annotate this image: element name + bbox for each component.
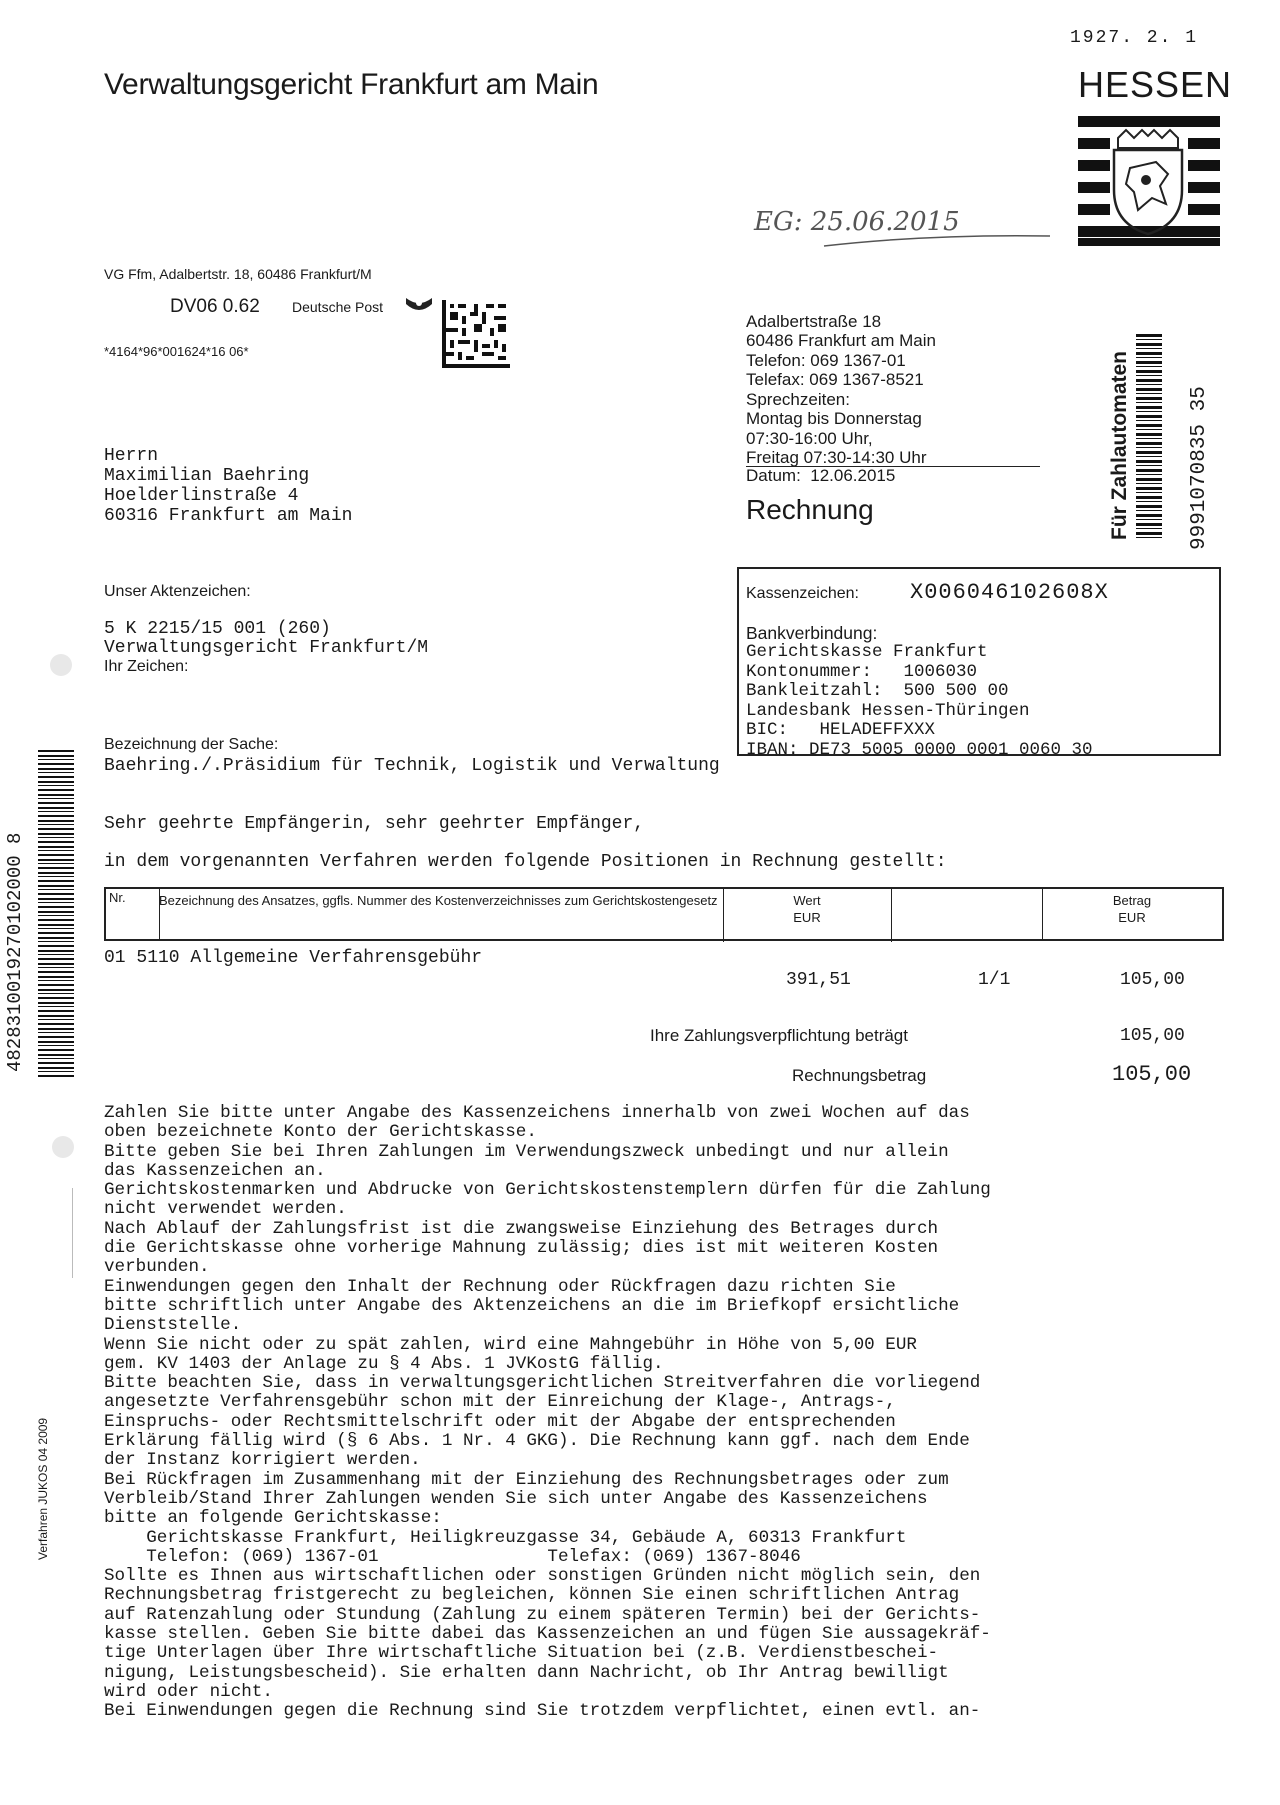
sache-label: Bezeichnung der Sache: [104,736,279,753]
payment-instructions: Zahlen Sie bitte unter Angabe des Kassenzeichens innerhalb von zwei Wochen auf das oben bezeichnete Konto der Gerichtskasse. Bitte geben Sie bei Ihren Zahlungen im Verwendungszweck unbedingt und nur allein das Kassenzeichen an. Gerichtskostenmarken und Abdrucke von Gerichtskostenstemplern dürfen für die Zahlung nicht verwendet werden. Nach Ablauf der Zahlungsfrist ist die zwangsweise Einziehung des Betrages durch die Gerichtskasse ohne vorherige Mahnung zulässig; dies ist mit weiteren Kosten verbunden. Einwendungen gegen den Inhalt der Rechnung oder Rückfragen dazu richten Sie bitte schriftlich unter Angabe des Aktenzeichens an die im Briefkopf ersichtliche Dienststelle. Wenn Sie nicht oder zu spät zahlen, wird eine Mahngebühr in Höhe von 5,00 EUR gem. KV 1403 der Anlage zu § 4 Abs. 1 JVKostG fällig. Bitte beachten Sie, dass in verwaltungsgerichtlichen Streitverfahren die vorliegend angesetzte Verfahrensgebühr schon mit der Einreichung der Klage-, Antrags-, Einspruchs- oder Rechtsmittelschrift oder mit der Abgabe der entsprechenden Erklärung fällig wird (§ 6 Abs. 1 Nr. 4 GKG). Die Rechnung kann ggf. nach dem Ende der Instanz korrigiert werden. Bei Rückfragen im Zusammenhang mit der Einziehung des Rechnungsbetrages oder zum Verbleib/Stand Ihrer Zahlungen wenden Sie sich unter Angabe des Kassenzeichens bitte an folgende Gerichtskasse: Gerichtskasse Frankfurt, Heiligkreuzgasse 34, Gebäude A, 60313 Frankfurt Telefon: (069) 1367-01 Telefax: (069) 1367-8046 Sollte es Ihnen aus wirtschaftlichen oder sonstigen Gründen nicht möglich sein, den Rechnungsbetrag fristgerecht zu begleichen, können Sie einen schriftlichen Antrag auf Ratenzahlung oder Stundung (Zahlung zu einem späteren Termin) bei der Gerichts- kasse stellen. Geben Sie bitte dabei das Kassenzeichen an und fügen Sie aussagekräf- tige Unterlagen über Ihre wirtschaftliche Situation bei (z.B. Verdienstbeschei- nigung, Leistungsbescheid). Sie erhalten dann Nachricht, ob Ihr Antrag bewilligt wird oder nicht. Bei Einwendungen gegen die Rechnung sind Sie trotzdem verpflichtet, einen evtl. an- [104,1103,991,1722]
contact-line: Telefon: 069 1367-01 [746,350,906,370]
svg-text:EG: 25.06.2015: EG: 25.06.2015 [754,207,960,237]
payment-barcode-number: 9991070835 35 [1188,386,1211,550]
contact-line: Montag bis Donnerstag [746,409,922,428]
datum-label: Datum: [746,466,801,485]
document-number: 1927. 2. 1 [1070,28,1199,48]
rechnungsbetrag-value: 105,00 [1112,1062,1192,1087]
intro-text: in dem vorgenannten Verfahren werden folgende Positionen in Rechnung gestellt: [104,852,947,872]
side-barcode-number: 4828310019270102000 8 [4,832,26,1072]
col-faktor [892,889,1043,939]
contact-line: 07:30-16:00 Uhr, [746,428,873,448]
cost-table-header [104,887,1224,941]
col-betrag-label: Betrag [1112,893,1152,908]
recipient-line: Herrn [104,446,159,466]
contact-line: Adalbertstraße 18 [746,311,882,331]
datum-value: 12.06.2015 [810,466,896,485]
postage-id: *4164*96*001624*16 06* [104,344,249,359]
cost-row-description: 01 5110 Allgemeine Verfahrensgebühr [104,948,483,968]
datamatrix-code [442,300,510,368]
kassenzeichen-label: Kassenzeichen: [746,585,859,602]
col-bezeichnung: Bezeichnung des Ansatzes, ggfls. Nummer des Kostenverzeichnisses zum Gerichtskostengesetz [156,889,724,942]
form-id: Verfahren JUKOS 04 2009 [36,1417,50,1560]
zahlungsverpflichtung-label: Ihre Zahlungsverpflichtung beträgt [650,1026,908,1045]
contact-line: Freitag 07:30-14:30 Uhr [746,448,927,467]
bank-line: Bankleitzahl: 500 500 00 [746,681,1009,701]
recipient-line: Hoelderlinstraße 4 [104,486,299,506]
sender-line: VG Ffm, Adalbertstr. 18, 60486 Frankfurt/M [104,266,372,282]
salutation: Sehr geehrte Empfängerin, sehr geehrter Empfänger, [104,814,645,834]
aktenzeichen-label: Unser Aktenzeichen: [104,583,251,600]
payment-automat-label: Für Zahlautomaten [1108,350,1131,540]
recipient-line: Maximilian Baehring [104,466,310,486]
col-wert-unit: EUR [793,910,821,925]
contact-line: 60486 Frankfurt am Main [746,331,936,350]
sache-value: Baehring./.Präsidium für Technik, Logistik und Verwaltung [104,756,720,776]
contact-line: Sprechzeiten: [746,389,850,409]
bank-line: Kontonummer: 1006030 [746,661,978,682]
cost-row-faktor: 1/1 [978,970,1011,990]
col-wert [723,889,892,942]
recipient-address [104,426,352,546]
side-barcode [38,750,74,1080]
punch-hole [52,1136,74,1158]
document-type: Rechnung [746,494,874,525]
postage-code: DV06 0.62 [170,296,260,317]
bank-line: Landesbank Hessen-Thüringen [746,700,1030,721]
recipient-line: 60316 Frankfurt am Main [104,506,353,526]
rechnungsbetrag-label: Rechnungsbetrag [792,1066,927,1085]
bank-details [746,604,1093,780]
col-nr: Nr. [106,889,160,939]
col-wert-label: Wert [793,893,821,908]
court-name: Verwaltungsgericht Frankfurt am Main [104,68,599,101]
bank-line: BIC: HELADEFFXXX [746,720,936,740]
payment-barcode [1136,334,1162,540]
state-name: HESSEN [1078,64,1233,105]
post-horn-icon [404,294,434,316]
col-betrag [1044,889,1220,926]
cost-row-wert: 391,51 [786,970,851,990]
cost-row-betrag: 105,00 [1120,970,1185,990]
handwritten-date-note [750,190,1080,260]
margin-line [72,1188,73,1278]
bank-line: Gerichtskasse Frankfurt [746,642,988,662]
zahlungsverpflichtung-value: 105,00 [1120,1026,1185,1046]
carrier-name: Deutsche Post [292,299,384,315]
aktenzeichen-line: 5 K 2215/15 001 (260) [104,619,331,639]
aktenzeichen-line: Verwaltungsgericht Frankfurt/M [104,638,429,658]
kassenzeichen-value: X006046102608X [910,580,1109,605]
datum [746,466,895,486]
court-contact [746,292,936,487]
ihr-zeichen-label: Ihr Zeichen: [104,658,189,675]
bank-line: IBAN: DE73 5005 0000 0001 0060 30 [746,739,1093,760]
punch-hole [50,654,72,676]
coat-of-arms-icon [1106,128,1190,238]
contact-line: Telefax: 069 1367-8521 [746,370,924,389]
col-betrag-unit: EUR [1118,910,1146,925]
bank-line: Bankverbindung: [746,622,878,643]
